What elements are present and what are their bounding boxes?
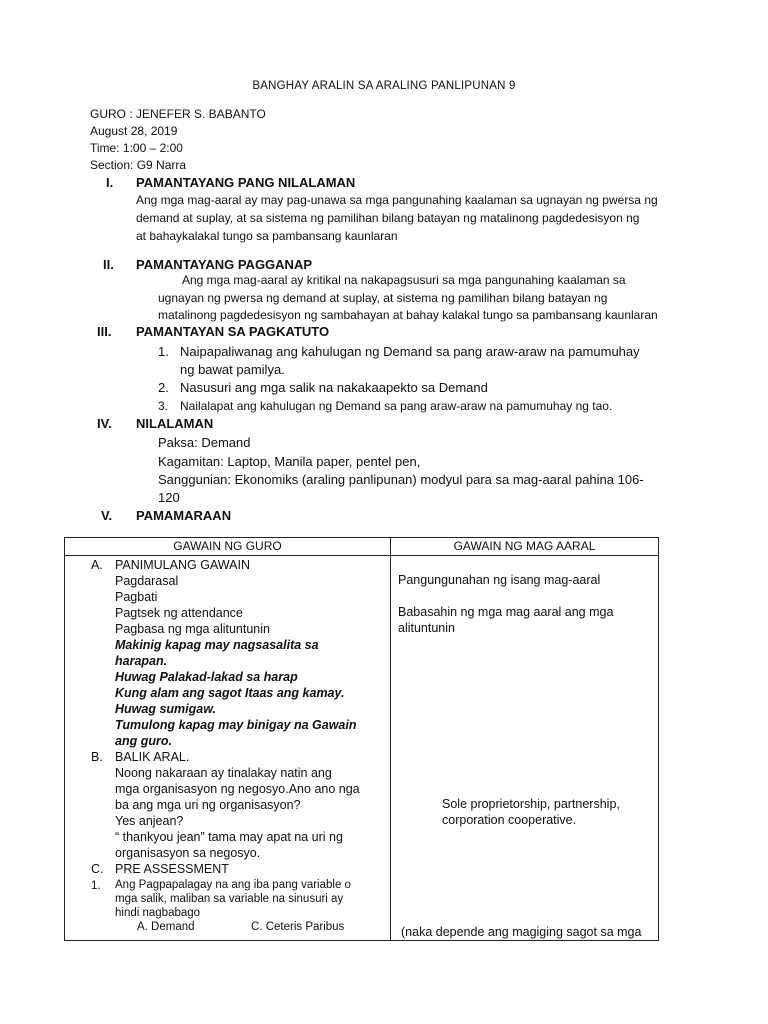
section-3-number: III. xyxy=(97,324,112,339)
objective-text: Naipapaliwanag ang kahulugan ng Demand sa pang araw-araw na pamumuhay xyxy=(180,344,640,359)
header-student-activity: GAWAIN NG MAG AARAL xyxy=(391,538,659,556)
part-c-label: C. xyxy=(91,862,104,876)
objective-text: Nasusuri ang mga salik na nakakaapekto sa Demand xyxy=(180,380,488,395)
part-b-title: BALIK ARAL. xyxy=(115,750,190,764)
content-reference: Sanggunian: Ekonomiks (araling panlipunan) modyul para sa mag-aaral pahina 106- xyxy=(158,472,644,487)
content-topic: Paksa: Demand xyxy=(158,435,251,450)
section-1-title: PAMANTAYANG PANG NILALAMAN xyxy=(136,175,356,190)
question-line: mga salik, maliban sa variable na sinusuri ay xyxy=(115,893,344,905)
rule-line: Huwag Palakad-lakad sa harap xyxy=(115,670,298,684)
content-materials: Kagamitan: Laptop, Manila paper, pentel pen, xyxy=(158,454,421,469)
table-header-row xyxy=(65,538,659,556)
review-line: Noong nakaraan ay tinalakay natin ang xyxy=(115,766,332,780)
objective-text-cont: ng bawat pamilya. xyxy=(180,362,285,377)
part-c-title: PRE ASSESSMENT xyxy=(115,862,229,876)
rule-line: ang guro. xyxy=(115,734,172,748)
rule-line: Kung alam ang sagot Itaas ang kamay. xyxy=(115,686,345,700)
student-answer: Sole proprietorship, partnership, xyxy=(442,797,620,811)
table-row xyxy=(65,556,659,941)
section-2-number: II. xyxy=(103,257,114,272)
lesson-time: Time: 1:00 – 2:00 xyxy=(90,141,183,155)
section-1-number: I. xyxy=(106,175,114,190)
section-5-title: PAMAMARAAN xyxy=(136,508,232,523)
review-line: mga organisasyon ng negosyo.Ano ano nga xyxy=(115,782,360,796)
part-a-title: PANIMULANG GAWAIN xyxy=(115,558,250,572)
review-line: Yes anjean? xyxy=(115,814,184,828)
document-title: BANGHAY ARALIN SA ARALING PANLIPUNAN 9 xyxy=(252,80,516,92)
section-4-title: NILALAMAN xyxy=(136,416,214,431)
section-3-title: PAMANTAYAN SA PAGKATUTO xyxy=(136,324,330,339)
objective-text: Nailalapat ang kahulugan ng Demand sa pang araw-araw na pamumuhay ng tao. xyxy=(180,399,613,413)
student-activity-cell xyxy=(391,556,659,941)
section-1-line-2: demand at suplay, at sa sistema ng pamilihan bilang batayan ng matalinong pagdedesisyon ng xyxy=(136,211,640,225)
activity-line: Pagtsek ng attendance xyxy=(115,606,243,620)
objective-item-3 xyxy=(158,397,678,417)
review-line: organisasyon sa negosyo. xyxy=(115,846,261,860)
rule-line: Huwag sumigaw. xyxy=(115,702,216,716)
objective-item-2 xyxy=(158,378,678,398)
objective-number: 1. xyxy=(158,344,169,359)
content-reference-cont: 120 xyxy=(158,490,180,505)
teacher-name: GURO : JENEFER S. BABANTO xyxy=(90,107,266,121)
activity-line: Pagdarasal xyxy=(115,574,179,588)
rule-line: harapan. xyxy=(115,654,168,668)
rule-line: Tumulong kapag may binigay na Gawain xyxy=(115,718,357,732)
section-2-title: PAMANTAYANG PAGGANAP xyxy=(136,257,313,272)
review-line: “ thankyou jean” tama may apat na uri ng xyxy=(115,830,343,844)
section-4-number: IV. xyxy=(97,416,112,431)
choice-a: A. Demand xyxy=(137,921,195,933)
objective-item-1 xyxy=(158,342,678,382)
section-5-number: V. xyxy=(101,508,113,523)
question-number: 1. xyxy=(91,880,101,892)
choice-c: C. Ceteris Paribus xyxy=(251,921,345,933)
question-line: Ang Pagpapalagay na ang iba pang variable o xyxy=(115,879,351,891)
activity-line: Pagbasa ng mga alituntunin xyxy=(115,622,270,636)
activity-line: Pagbati xyxy=(115,590,158,604)
review-line: ba ang mga uri ng organisasyon? xyxy=(115,798,301,812)
header-teacher-activity: GAWAIN NG GURO xyxy=(65,538,391,556)
student-answer: corporation cooperative. xyxy=(442,813,577,827)
lesson-section: Section: G9 Narra xyxy=(90,158,187,172)
objective-number: 3. xyxy=(158,399,169,413)
section-2-line-1: Ang mga mag-aaral ay kritikal na nakapagsusuri sa mga pangunahing kaalaman sa xyxy=(182,273,626,287)
teacher-activity-cell xyxy=(65,556,391,941)
student-response: Pangungunahan ng isang mag-aaral xyxy=(398,573,601,587)
student-response: alituntunin xyxy=(398,621,455,635)
student-response: Babasahin ng mga mag aaral ang mga xyxy=(398,605,614,619)
part-b-label: B. xyxy=(91,750,103,764)
part-a-label: A. xyxy=(91,558,103,572)
objective-number: 2. xyxy=(158,380,169,395)
section-1-line-3: at bahaykalakal tungo sa pambansang kaunlaran xyxy=(136,229,398,243)
rule-line: Makinig kapag may nagsasalita sa xyxy=(115,638,319,652)
section-2-line-3: matalinong pagdedesisyon ng sambahayan at bahay kalakal tungo sa pambansang kaunlaran xyxy=(158,308,658,322)
lesson-date: August 28, 2019 xyxy=(90,124,178,138)
procedure-table xyxy=(64,537,659,941)
student-answer-note: (naka depende ang magiging sagot sa mga xyxy=(401,925,642,939)
question-line: hindi nagbabago xyxy=(115,907,201,919)
section-1-line-1: Ang mga mag-aaral ay may pag-unawa sa mga pangunahing kaalaman sa ugnayan ng pwersa ng xyxy=(136,193,658,207)
section-2-line-2: ugnayan ng pwersa ng demand at suplay, at sistema ng pamilihan bilang batayan ng xyxy=(158,291,608,305)
